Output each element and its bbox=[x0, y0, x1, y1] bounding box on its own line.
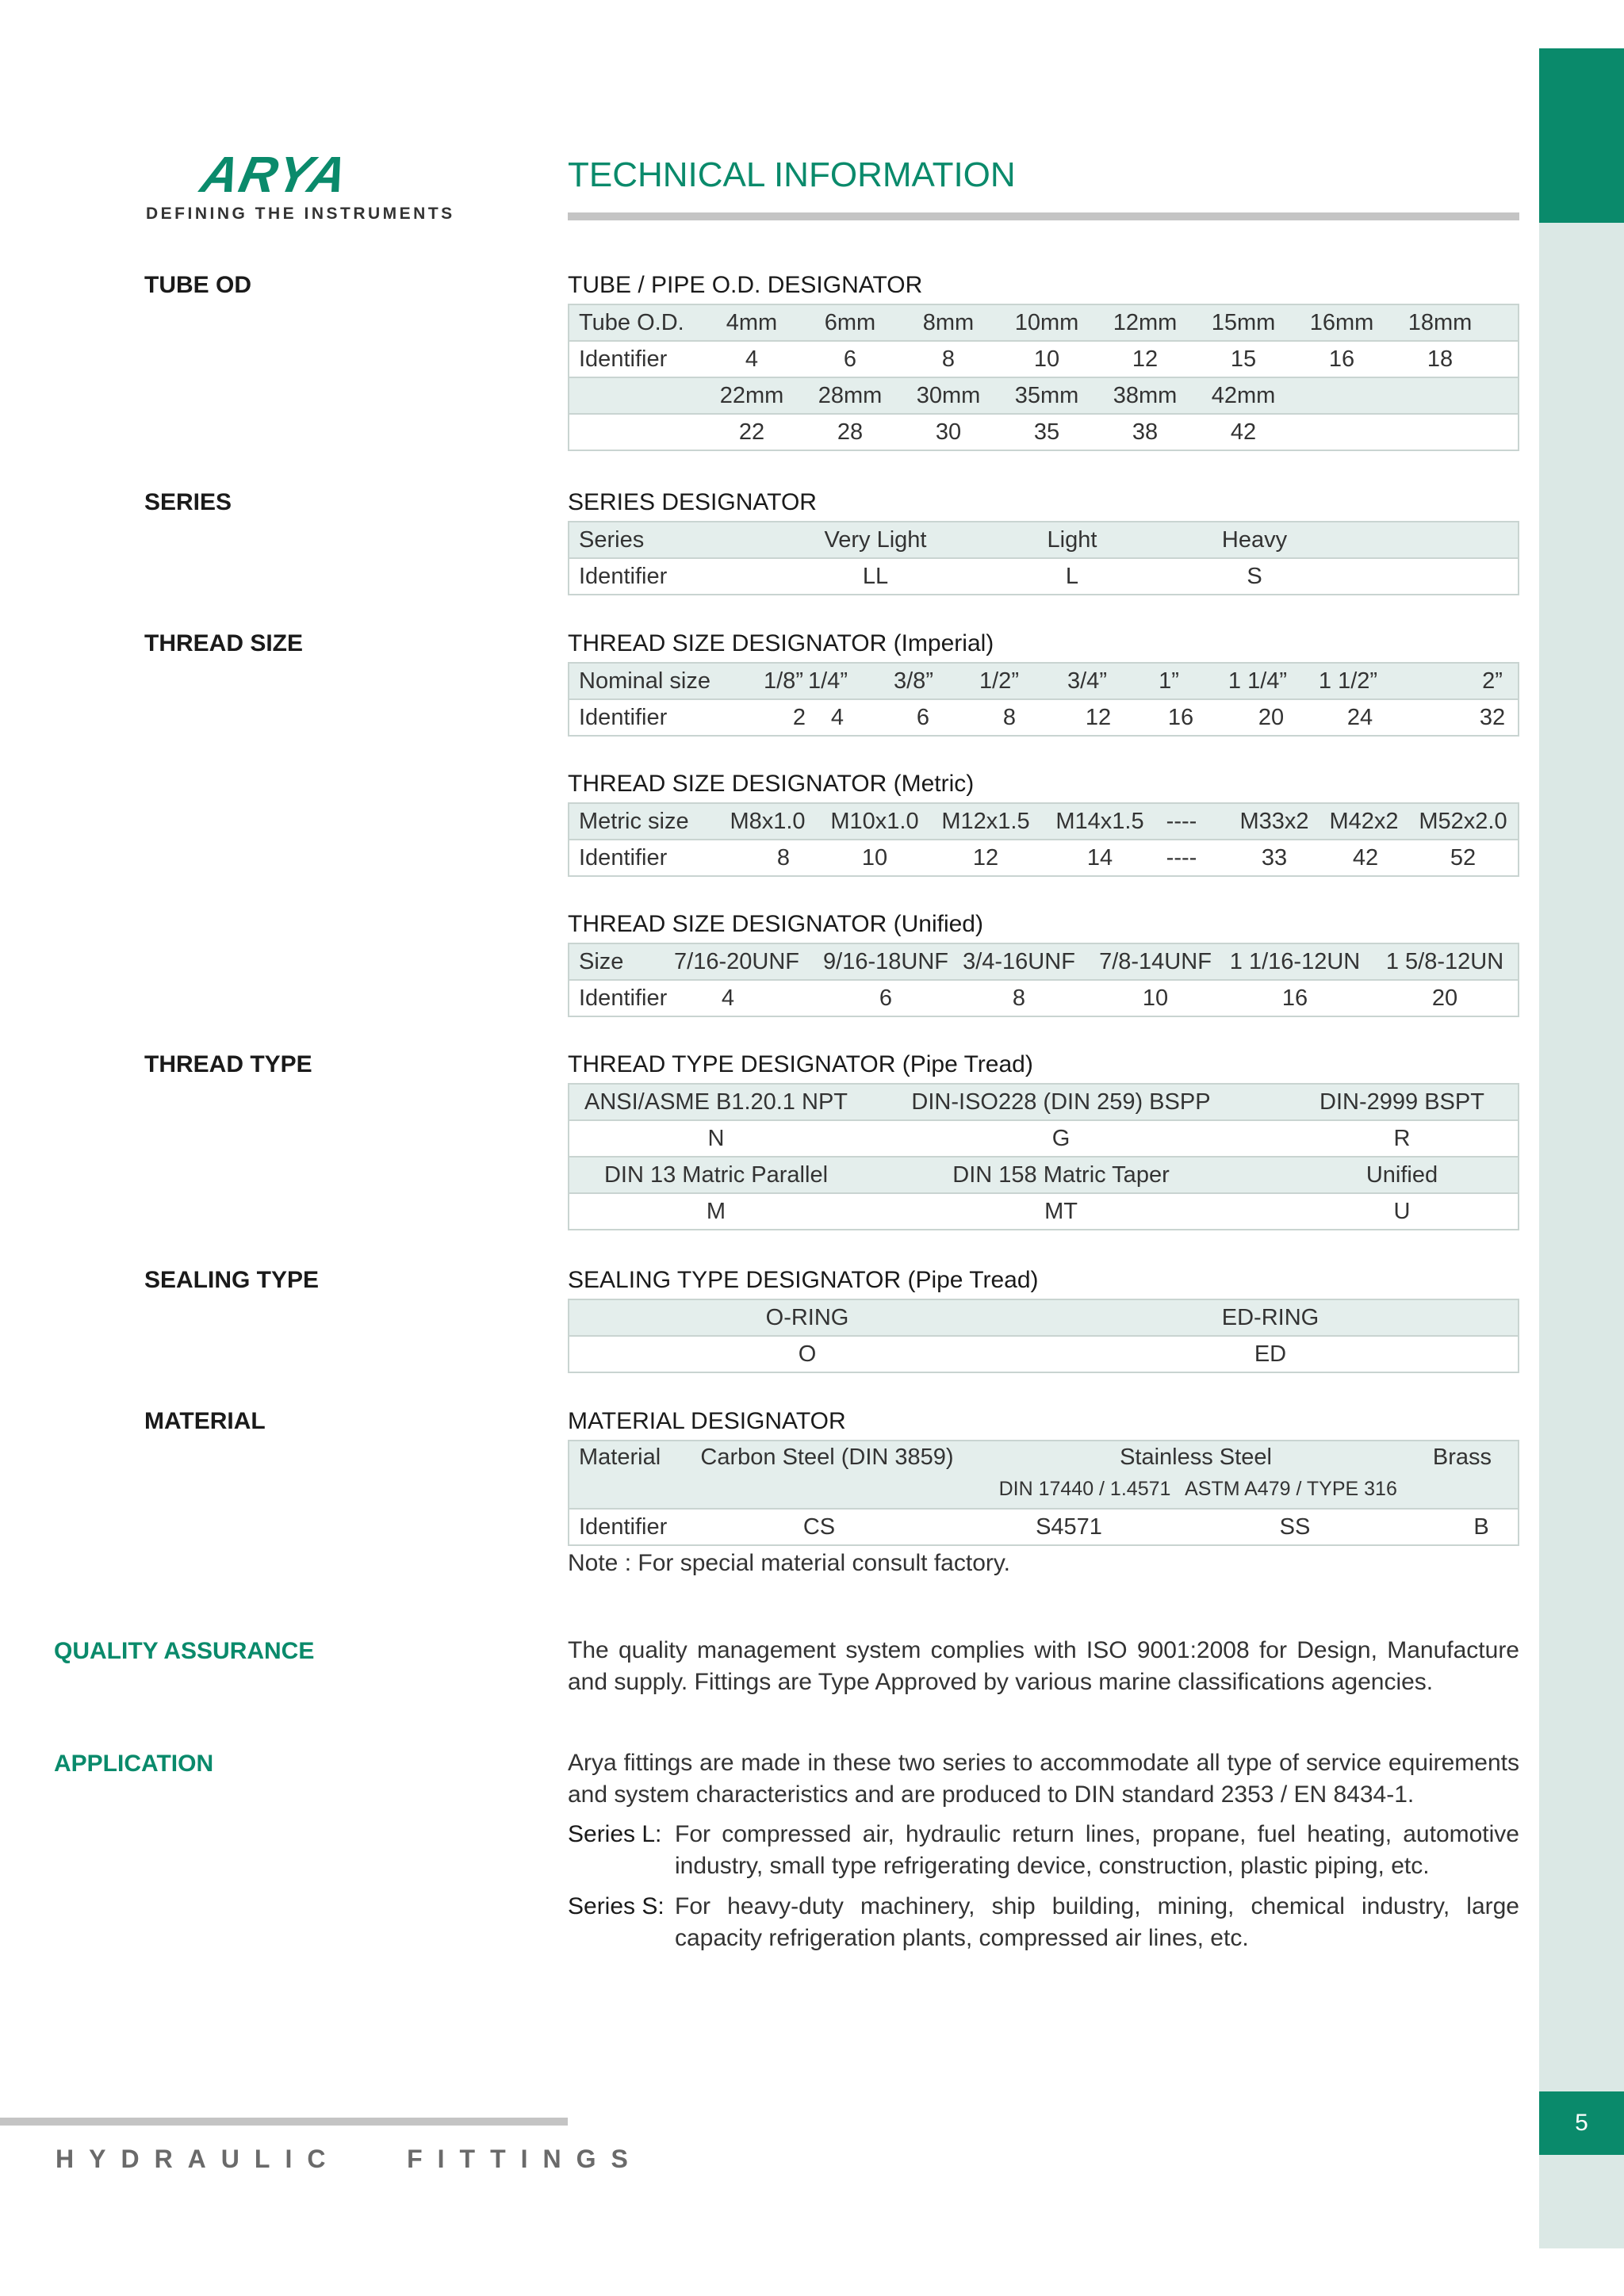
table-cell: 38mm bbox=[1113, 382, 1178, 408]
table-cell: O bbox=[798, 1341, 817, 1367]
table-cell: 35 bbox=[1033, 419, 1060, 445]
series-table bbox=[568, 521, 1519, 595]
series-table-title: SERIES DESIGNATOR bbox=[568, 489, 817, 515]
table-cell: DIN 13 Matric Parallel bbox=[603, 1161, 829, 1188]
table-cell: 1 1/16-12UN bbox=[1229, 948, 1361, 974]
table-cell: 12 bbox=[1132, 346, 1159, 372]
table-cell: ---- bbox=[1166, 844, 1197, 871]
table-cell: ED-RING bbox=[1221, 1304, 1320, 1330]
logo-text: ARYA bbox=[196, 146, 354, 203]
table-cell: M10x1.0 bbox=[830, 808, 919, 834]
thread-type-table bbox=[568, 1083, 1519, 1230]
table-cell: 1/8” bbox=[764, 668, 803, 694]
table-cell: DIN 158 Matric Taper bbox=[952, 1161, 1170, 1188]
table-cell: 10 bbox=[1033, 346, 1060, 372]
section-label-application: APPLICATION bbox=[54, 1751, 214, 1777]
row-label: Series bbox=[579, 526, 645, 553]
table-cell: 16mm bbox=[1309, 309, 1374, 335]
table-cell: N bbox=[707, 1125, 725, 1151]
table-cell: 6 bbox=[843, 346, 857, 372]
sealing-type-table bbox=[568, 1299, 1519, 1373]
series-l-paragraph bbox=[568, 1819, 1519, 1882]
table-row bbox=[569, 341, 1519, 377]
table-row bbox=[569, 943, 1519, 980]
table-cell: 20 bbox=[1431, 985, 1458, 1011]
brand-tagline: DEFINING THE INSTRUMENTS bbox=[146, 205, 455, 223]
table-row bbox=[569, 1120, 1519, 1157]
thread-imperial-table bbox=[568, 662, 1519, 737]
table-cell: Unified bbox=[1365, 1161, 1438, 1188]
table-cell: SS bbox=[1279, 1513, 1311, 1540]
table-cell: B bbox=[1473, 1513, 1489, 1540]
table-cell: 6 bbox=[879, 985, 893, 1011]
table-row bbox=[569, 840, 1519, 876]
series-l-label: Series L: bbox=[568, 1821, 662, 1847]
table-cell: 4 bbox=[830, 704, 845, 730]
table-cell: 32 bbox=[1479, 704, 1506, 730]
table-cell: L bbox=[1065, 563, 1079, 589]
thread-metric-title: THREAD SIZE DESIGNATOR (Metric) bbox=[568, 771, 975, 797]
table-row bbox=[569, 1299, 1519, 1336]
table-cell: 3/4” bbox=[1067, 668, 1107, 694]
table-cell: ---- bbox=[1166, 808, 1197, 834]
table-cell: 42 bbox=[1352, 844, 1379, 871]
row-label: Material bbox=[579, 1445, 661, 1470]
table-cell: 7/16-20UNF bbox=[674, 948, 799, 974]
thread-type-title: THREAD TYPE DESIGNATOR (Pipe Tread) bbox=[568, 1051, 1033, 1077]
table-cell: S4571 bbox=[1036, 1513, 1102, 1540]
table-cell: 18mm bbox=[1408, 309, 1473, 335]
table-cell: 8 bbox=[1012, 985, 1026, 1011]
table-cell: 12 bbox=[972, 844, 999, 871]
table-cell: 15mm bbox=[1211, 309, 1276, 335]
table-cell: 42mm bbox=[1211, 382, 1276, 408]
table-cell: 3/4-16UNF bbox=[963, 948, 1075, 974]
series-l-text: For compressed air, hydraulic return lines, propane, fuel heating, automotive industry, small type refrigerating device, construction, plastic piping, etc. bbox=[675, 1821, 1519, 1879]
row-label: Identifier bbox=[579, 844, 668, 871]
table-cell: 8 bbox=[941, 346, 956, 372]
table-cell: Very Light bbox=[824, 526, 927, 553]
table-row bbox=[569, 522, 1519, 558]
tube-table-title: TUBE / PIPE O.D. DESIGNATOR bbox=[568, 272, 923, 298]
table-cell: 4 bbox=[745, 346, 759, 372]
header-divider bbox=[568, 212, 1519, 220]
table-cell: M8x1.0 bbox=[730, 808, 806, 834]
brand-logo bbox=[196, 146, 354, 203]
table-cell: 2” bbox=[1482, 668, 1503, 694]
table-cell: O-RING bbox=[765, 1304, 849, 1330]
table-cell: CS bbox=[802, 1513, 836, 1540]
table-cell: 18 bbox=[1427, 346, 1454, 372]
table-cell: Light bbox=[1047, 526, 1097, 553]
table-cell: 30mm bbox=[916, 382, 981, 408]
table-cell: DIN-ISO228 (DIN 259) BSPP bbox=[911, 1089, 1211, 1115]
table-cell: 2 bbox=[792, 704, 806, 730]
table-cell: 8 bbox=[1002, 704, 1017, 730]
table-cell: 1” bbox=[1159, 668, 1179, 694]
page-number: 5 bbox=[1539, 2091, 1624, 2155]
table-cell: Carbon Steel (DIN 3859) bbox=[700, 1445, 954, 1470]
table-cell: M42x2 bbox=[1329, 808, 1399, 834]
table-cell: M33x2 bbox=[1239, 808, 1309, 834]
row-label: Identifier bbox=[579, 1513, 668, 1540]
table-cell: 20 bbox=[1258, 704, 1285, 730]
table-cell: 22mm bbox=[719, 382, 784, 408]
table-cell: 22 bbox=[738, 419, 765, 445]
table-cell: G bbox=[1051, 1125, 1071, 1151]
section-label-material: MATERIAL bbox=[144, 1408, 266, 1434]
table-cell: ED bbox=[1254, 1341, 1287, 1367]
table-cell: M12x1.5 bbox=[941, 808, 1030, 834]
table-row bbox=[569, 980, 1519, 1016]
table-cell: 38 bbox=[1132, 419, 1159, 445]
table-cell: 28mm bbox=[818, 382, 883, 408]
footer-title: HYDRAULIC FITTINGS bbox=[56, 2145, 643, 2173]
table-cell: 16 bbox=[1167, 704, 1194, 730]
thread-imperial-title: THREAD SIZE DESIGNATOR (Imperial) bbox=[568, 630, 994, 656]
page-title: TECHNICAL INFORMATION bbox=[568, 155, 1016, 194]
thread-unified-title: THREAD SIZE DESIGNATOR (Unified) bbox=[568, 911, 983, 937]
table-row bbox=[569, 803, 1519, 840]
thread-unified-table bbox=[568, 943, 1519, 1017]
row-label: Metric size bbox=[579, 808, 689, 834]
row-label: Identifier bbox=[579, 985, 668, 1011]
table-cell: 1/4” bbox=[808, 668, 848, 694]
table-cell: ANSI/ASME B1.20.1 NPT bbox=[584, 1089, 848, 1115]
table-cell: 1 1/4” bbox=[1228, 668, 1288, 694]
table-cell: M14x1.5 bbox=[1055, 808, 1144, 834]
table-cell: 42 bbox=[1230, 419, 1257, 445]
table-row bbox=[569, 377, 1519, 414]
row-label: Identifier bbox=[579, 346, 668, 372]
table-cell: 3/8” bbox=[894, 668, 933, 694]
table-cell: 8 bbox=[776, 844, 791, 871]
table-cell: LL bbox=[862, 563, 889, 589]
table-cell: MT bbox=[1044, 1198, 1078, 1224]
table-row bbox=[569, 304, 1519, 341]
table-row bbox=[569, 558, 1519, 595]
material-note: Note : For special material consult factory. bbox=[568, 1550, 1010, 1576]
table-cell: 1/2” bbox=[979, 668, 1019, 694]
row-label: Identifier bbox=[579, 704, 668, 730]
section-label-thread-type: THREAD TYPE bbox=[144, 1051, 312, 1077]
table-cell: 1 1/2” bbox=[1318, 668, 1378, 694]
table-cell: M bbox=[706, 1198, 726, 1224]
series-s-text: For heavy-duty machinery, ship building, mining, chemical industry, large capacity refrigeration plants, compressed air lines, etc. bbox=[675, 1893, 1519, 1951]
table-row bbox=[569, 1193, 1519, 1230]
table-cell: 4mm bbox=[726, 309, 778, 335]
table-cell: 9/16-18UNF bbox=[823, 948, 948, 974]
table-cell: 14 bbox=[1086, 844, 1113, 871]
table-cell: 7/8-14UNF bbox=[1099, 948, 1212, 974]
table-cell: Heavy bbox=[1221, 526, 1288, 553]
table-cell: R bbox=[1393, 1125, 1411, 1151]
table-cell: DIN 17440 / 1.4571 bbox=[998, 1478, 1171, 1500]
section-label-sealing-type: SEALING TYPE bbox=[144, 1267, 320, 1293]
table-row bbox=[569, 663, 1519, 699]
table-cell: 10 bbox=[1142, 985, 1169, 1011]
table-cell: 28 bbox=[837, 419, 864, 445]
thread-metric-table bbox=[568, 802, 1519, 877]
table-cell: 35mm bbox=[1014, 382, 1079, 408]
table-row bbox=[569, 1336, 1519, 1372]
table-cell: 4 bbox=[721, 985, 735, 1011]
series-s-paragraph bbox=[568, 1891, 1519, 1954]
row-label: Identifier bbox=[579, 563, 668, 589]
table-row bbox=[569, 1084, 1519, 1120]
table-cell: ASTM A479 / TYPE 316 bbox=[1185, 1478, 1397, 1500]
series-s-label: Series S: bbox=[568, 1893, 665, 1919]
table-cell: 52 bbox=[1450, 844, 1477, 871]
table-cell: DIN-2999 BSPT bbox=[1320, 1089, 1484, 1115]
table-row bbox=[569, 414, 1519, 450]
table-cell: U bbox=[1393, 1198, 1411, 1224]
table-cell: S bbox=[1247, 563, 1262, 589]
row-label: Nominal size bbox=[579, 668, 710, 694]
table-cell: 15 bbox=[1230, 346, 1257, 372]
material-title: MATERIAL DESIGNATOR bbox=[568, 1408, 846, 1434]
table-cell: 12mm bbox=[1113, 309, 1178, 335]
table-row bbox=[569, 1509, 1519, 1545]
table-row bbox=[569, 1441, 1519, 1509]
table-cell: M52x2.0 bbox=[1419, 808, 1507, 834]
section-label-tube-od: TUBE OD bbox=[144, 272, 251, 298]
material-table bbox=[568, 1440, 1519, 1546]
section-label-quality: QUALITY ASSURANCE bbox=[54, 1638, 315, 1664]
table-cell: 6 bbox=[916, 704, 930, 730]
table-cell: 10mm bbox=[1014, 309, 1079, 335]
tube-od-table bbox=[568, 304, 1519, 451]
table-cell: Stainless Steel bbox=[1120, 1445, 1272, 1470]
table-cell: 12 bbox=[1085, 704, 1112, 730]
side-bar bbox=[1539, 48, 1624, 2248]
section-label-series: SERIES bbox=[144, 489, 232, 515]
quality-text: The quality management system complies with ISO 9001:2008 for Design, Manufacture and supply. Fittings are Type Approved by various marine classifications agencies. bbox=[568, 1637, 1519, 1695]
row-label: Size bbox=[579, 948, 624, 974]
section-label-thread-size: THREAD SIZE bbox=[144, 630, 304, 656]
table-row bbox=[569, 1157, 1519, 1193]
table-cell: 10 bbox=[861, 844, 888, 871]
table-cell: 8mm bbox=[922, 309, 975, 335]
table-cell: 1 5/8-12UN bbox=[1385, 948, 1504, 974]
table-cell: 30 bbox=[935, 419, 962, 445]
side-bar-accent bbox=[1539, 48, 1624, 223]
table-cell: 6mm bbox=[824, 309, 876, 335]
footer-divider bbox=[0, 2118, 568, 2126]
table-cell: 24 bbox=[1346, 704, 1373, 730]
table-cell: 16 bbox=[1328, 346, 1355, 372]
sealing-title: SEALING TYPE DESIGNATOR (Pipe Tread) bbox=[568, 1267, 1039, 1293]
table-row bbox=[569, 699, 1519, 736]
table-cell: Brass bbox=[1432, 1445, 1492, 1470]
application-intro: Arya fittings are made in these two series to accommodate all type of service equirements and system characteristics and are produced to DIN standard 2353 / EN 8434-1. bbox=[568, 1750, 1519, 1808]
table-cell: 33 bbox=[1261, 844, 1288, 871]
table-cell: 16 bbox=[1281, 985, 1308, 1011]
row-label: Tube O.D. bbox=[579, 309, 684, 335]
